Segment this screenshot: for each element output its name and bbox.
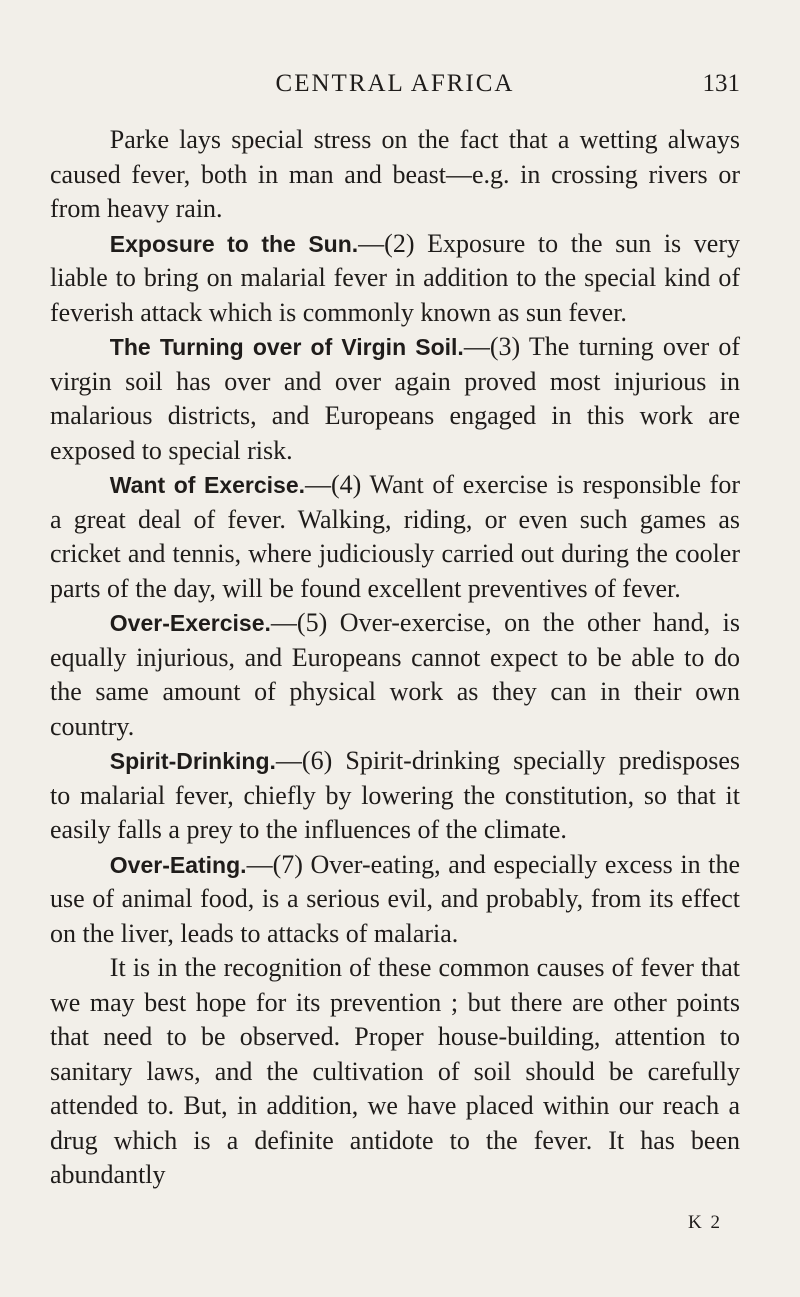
paragraph-heading: The Turning over of Virgin Soil.: [109, 334, 464, 360]
paragraph-text: —(4) Want of exercise is responsible for a great deal of fever. Walking, riding, or even such games as cricket and tennis, where judiciously carried out during the cooler parts of the day, will be found excellent preventives of fever.: [50, 470, 741, 603]
paragraph-text: Parke lays special stress on the fact that a wetting always caused fever, both in man and beast—e.g. in crossing rivers or from heavy rain.: [50, 125, 740, 223]
paragraph-text: —(2) Exposure to the sun is very liable to bring on malarial fever in addition to the special kind of feverish attack which is commonly known as sun fever.: [50, 228, 740, 327]
paragraph: [50, 123, 740, 227]
paragraph-text: —(5) Over-exercise, on the other hand, is equally injurious, and Europeans cannot expect to be able to do the same amount of physical work as they can in their own country.: [50, 608, 740, 741]
paragraph: [50, 330, 740, 468]
paragraph: [50, 744, 740, 848]
paragraph-text: —(3) The turning over of virgin soil has over and over again proved most injurious in malarious districts, and Europeans engaged in this work are exposed to special risk.: [50, 332, 741, 465]
paragraph: [50, 848, 740, 952]
body-text: [50, 123, 740, 1193]
paragraph-heading: Spirit-Drinking.: [109, 748, 276, 774]
paragraph-heading: Want of Exercise.: [109, 472, 306, 498]
paragraph-text: It is in the recognition of these common causes of fever that we may best hope for its prevention ; but there are other points that need to be observed. Proper house-building, attention to sanitary laws, and the cultivation of soil should be carefully attended to. But, in addition, we have placed within our reach a drug which is a definite antidote to the fever. It has been abundantly: [50, 953, 740, 1189]
paragraph: [50, 227, 740, 331]
paragraph-text: —(6) Spirit-drinking specially predisposes to malarial fever, chiefly by lowering the constitution, so that it easily falls a prey to the influences of the climate.: [50, 746, 740, 844]
paragraph: [50, 606, 740, 744]
paragraph-heading: Exposure to the Sun.: [109, 230, 359, 257]
page-number: 131: [702, 70, 740, 97]
running-title: CENTRAL AFRICA: [275, 70, 515, 97]
paragraph-heading: Over-Eating.: [109, 851, 247, 878]
paragraph-heading: Over-Exercise.: [109, 610, 271, 636]
signature-mark: K 2: [688, 1212, 722, 1233]
paragraph: [50, 468, 740, 606]
running-head: [50, 70, 740, 110]
paragraph-text: —(7) Over-eating, and especially excess in the use of animal food, is a serious evil, and probably, from its effect on the liver, leads to attacks of malaria.: [50, 849, 740, 948]
paragraph: [50, 951, 740, 1193]
